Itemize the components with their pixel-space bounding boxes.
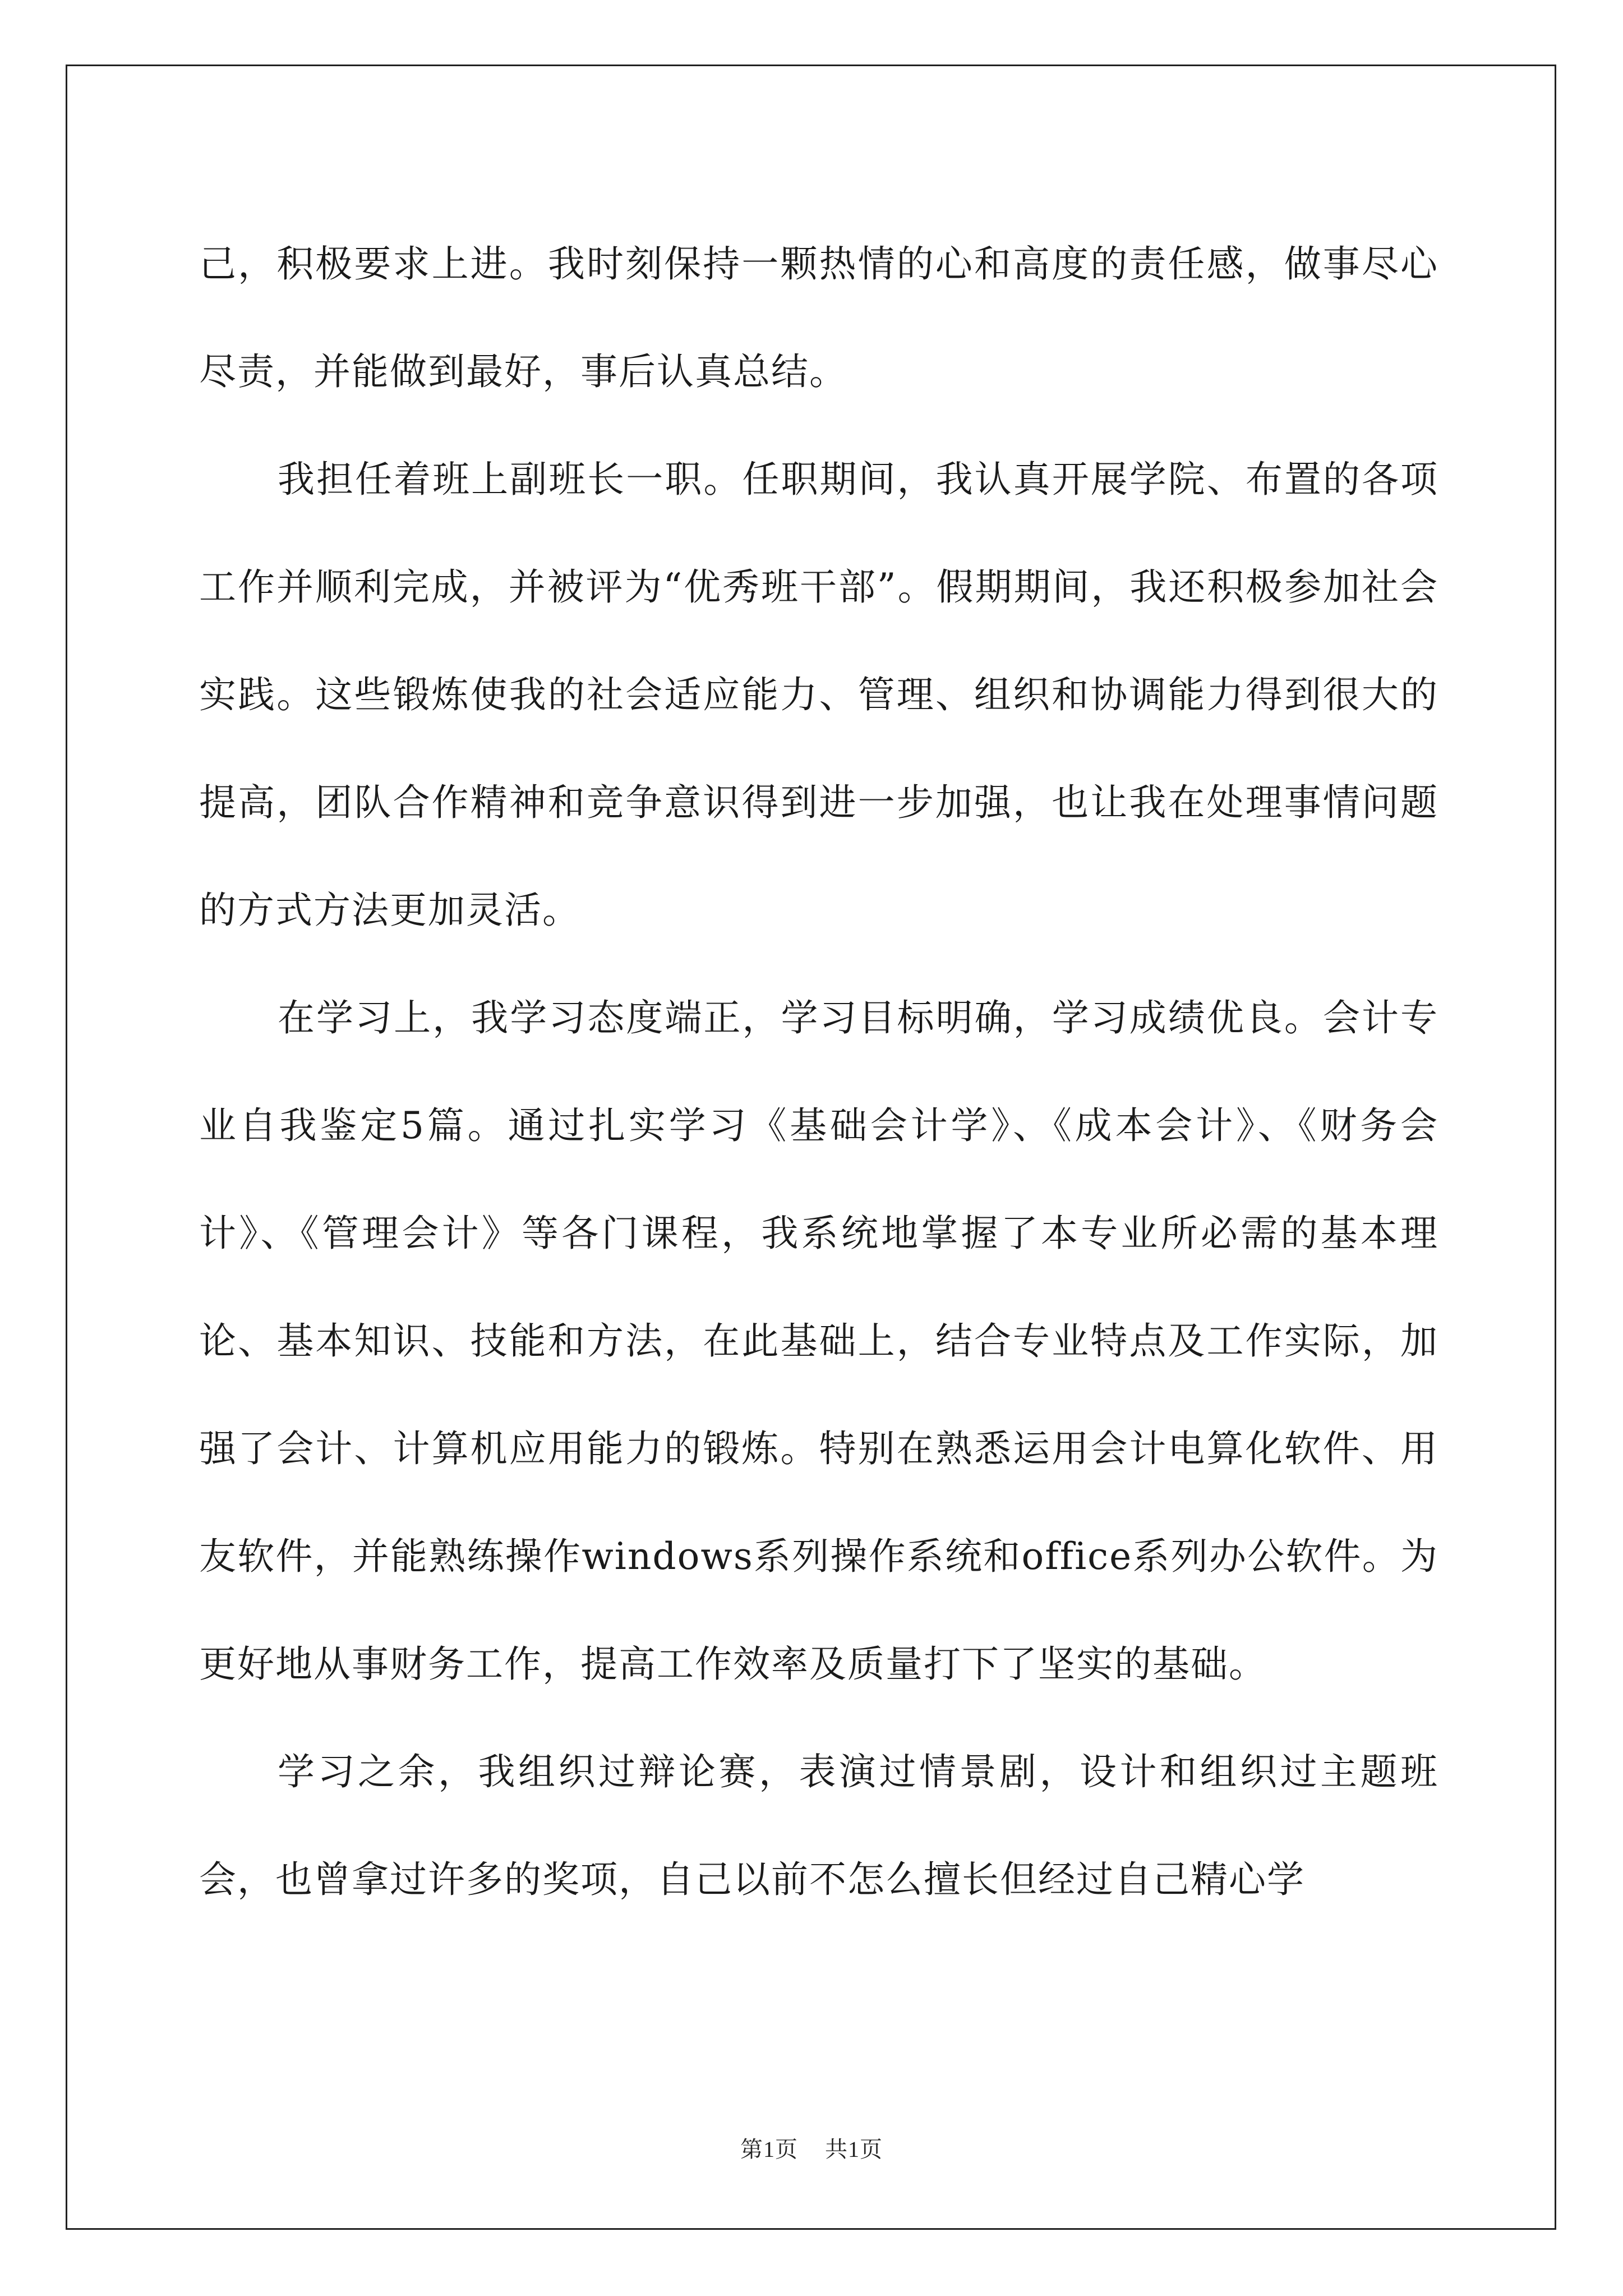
page-number-total: 共1页 <box>825 2137 883 2162</box>
paragraph-3: 在学习上，我学习态度端正，学习目标明确，学习成绩优良。会计专业自我鉴定5篇。通过扎实学习《基础会计学》、《成本会计》、《财务会计》、《管理会计》等各门课程，我系统地掌握了本专业所必需的基本理论、基本知识、技能和方法，在此基础上，结合专业特点及工作实际，加强了会计、计算机应用能力的锻炼。特别在熟悉运用会计电算化软件、用友软件，并能熟练操作windows系列操作系统和office系列办公软件。为更好地从事财务工作，提高工作效率及质量打下了坚实的基础。 <box>199 996 1438 1686</box>
paragraph-4: 学习之余，我组织过辩论赛，表演过情景剧，设计和组织过主题班会，也曾拿过许多的奖项，自己以前不怎么擅长但经过自己精心学 <box>199 1750 1438 1901</box>
document-body <box>199 210 1438 1934</box>
paragraph-2: 我担任着班上副班长一职。任职期间，我认真开展学院、布置的各项工作并顺利完成，并被评为“优秀班干部”。假期期间，我还积极参加社会实践。这些锻炼使我的社会适应能力、管理、组织和协调能力得到很大的提高，团队合作精神和竞争意识得到进一步加强，也让我在处理事情问题的方式方法更加灵活。 <box>199 458 1438 932</box>
paragraph-1: 己，积极要求上进。我时刻保持一颗热情的心和高度的责任感，做事尽心尽责，并能做到最好，事后认真总结。 <box>199 242 1438 393</box>
page-number-current: 第1页 <box>740 2137 798 2162</box>
page-footer <box>0 2132 1623 2164</box>
